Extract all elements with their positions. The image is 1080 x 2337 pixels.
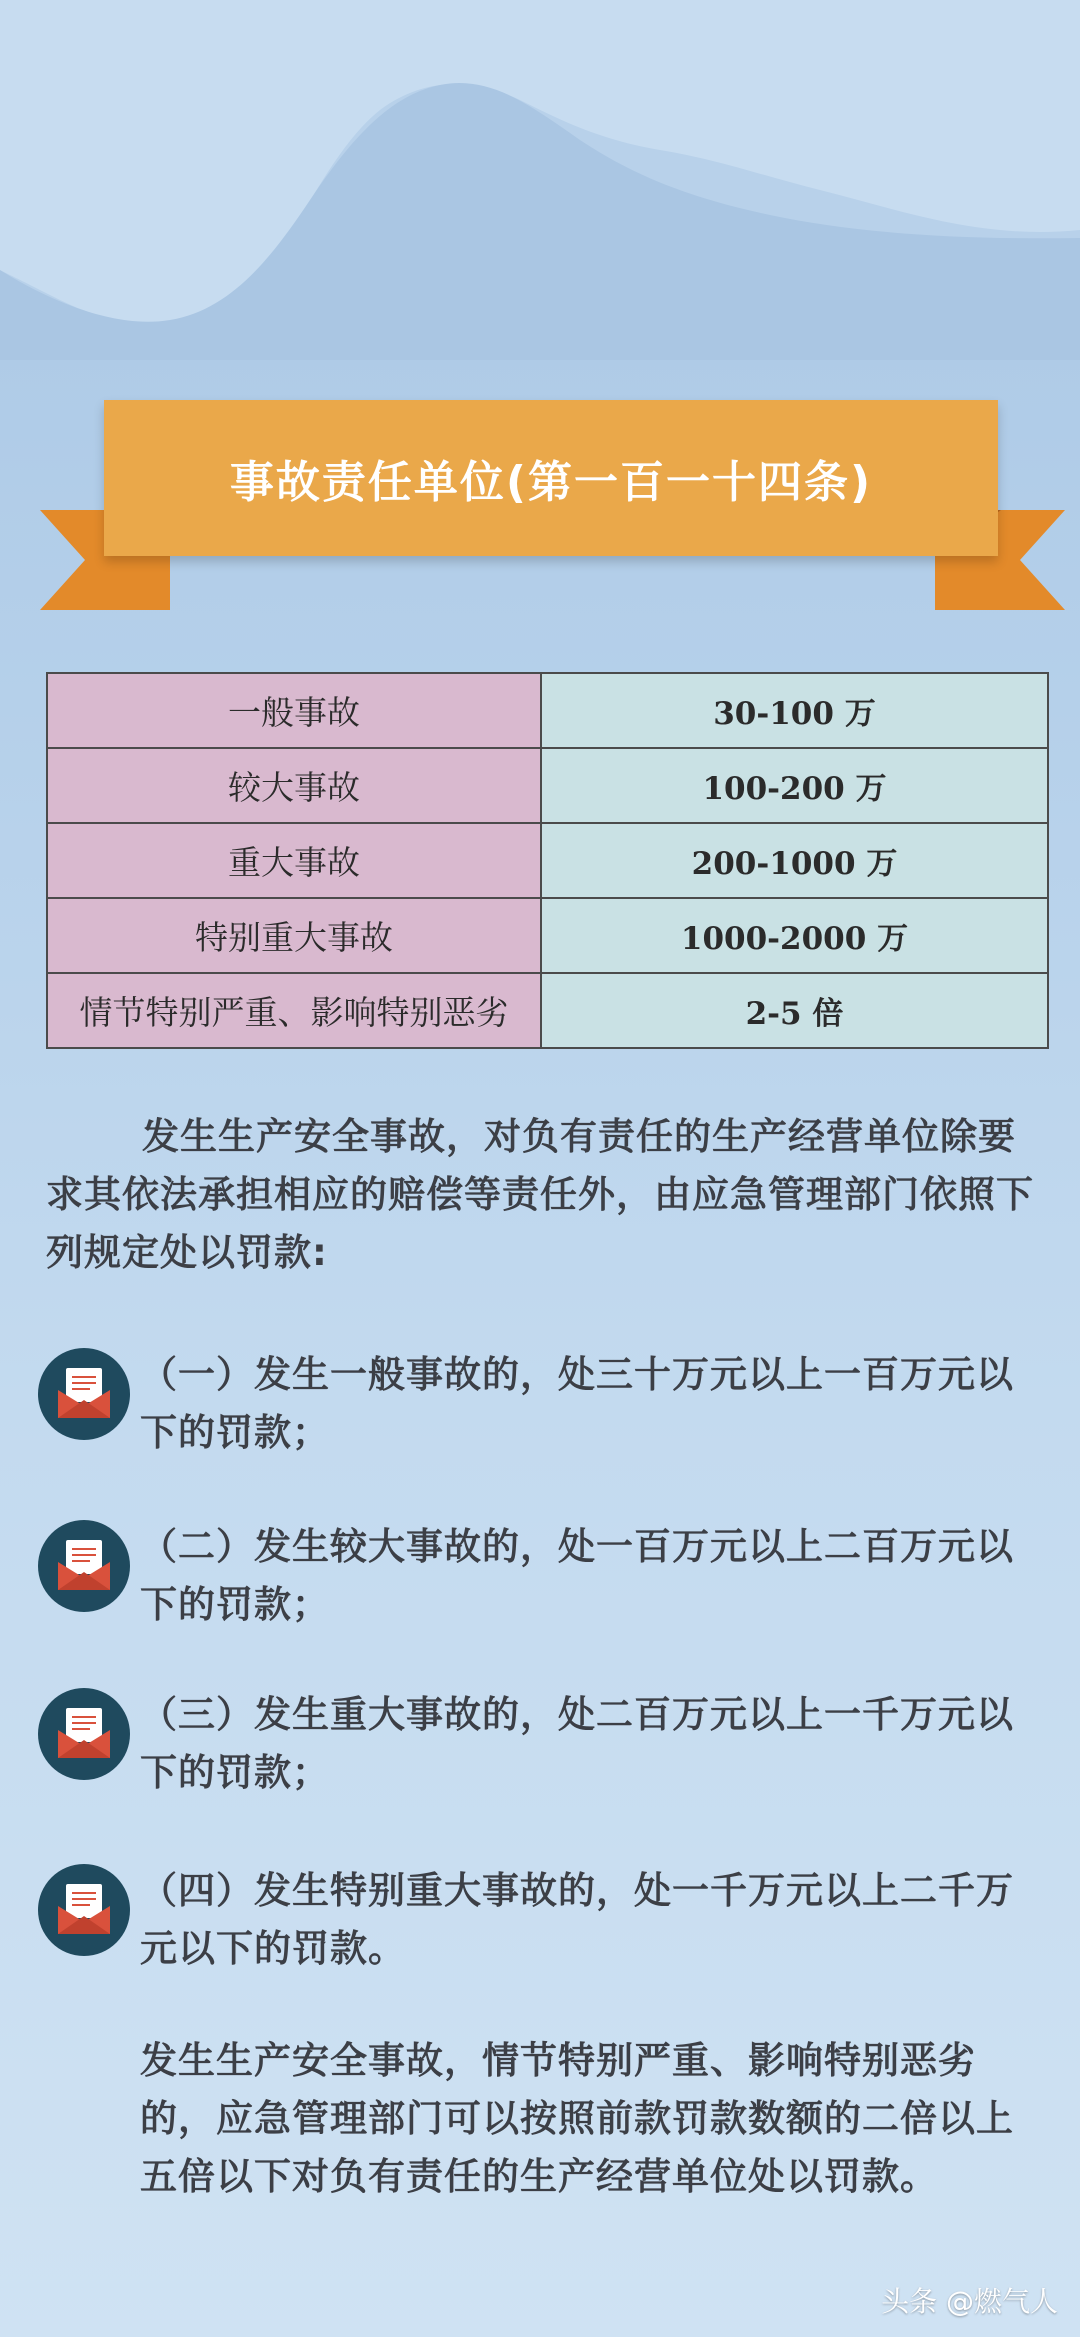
section-banner bbox=[104, 400, 998, 556]
penalty-item-text: （三）发生重大事故的，处二百万元以上一千万元以下的罚款； bbox=[140, 1693, 1014, 1794]
fine-range-cell: 1000-2000 万 bbox=[542, 899, 1047, 972]
accident-level-cell: 特别重大事故 bbox=[48, 899, 542, 972]
penalty-item-text: （四）发生特别重大事故的，处一千万元以上二千万元以下的罚款。 bbox=[140, 1869, 1014, 1970]
penalty-item bbox=[36, 1518, 1046, 1648]
envelope-icon bbox=[36, 1686, 132, 1782]
table-row bbox=[48, 674, 1047, 747]
envelope-icon bbox=[36, 1346, 132, 1442]
fine-range-cell: 30-100 万 bbox=[542, 674, 1047, 747]
table-row bbox=[48, 897, 1047, 972]
fine-range-cell: 100-200 万 bbox=[542, 749, 1047, 822]
intro-paragraph: 发生生产安全事故，对负有责任的生产经营单位除要求其依法承担相应的赔偿等责任外，由应急管理部门依照下列规定处以罚款: bbox=[46, 1115, 1034, 1274]
penalty-item-text: （二）发生较大事故的，处一百万元以上二百万元以下的罚款； bbox=[140, 1525, 1014, 1626]
table-row bbox=[48, 822, 1047, 897]
penalty-item bbox=[36, 1686, 1046, 1816]
envelope-icon bbox=[36, 1862, 132, 1958]
table-row bbox=[48, 747, 1047, 822]
accident-level-cell: 一般事故 bbox=[48, 674, 542, 747]
penalty-item bbox=[36, 1346, 1046, 1476]
banner-title: 事故责任单位(第一百一十四条) bbox=[229, 457, 873, 508]
penalty-item bbox=[36, 1862, 1046, 1992]
table-row bbox=[48, 972, 1047, 1047]
fine-range-cell: 2-5 倍 bbox=[542, 974, 1047, 1047]
penalty-table bbox=[46, 672, 1049, 1049]
accident-level-cell: 情节特别严重、影响特别恶劣 bbox=[48, 974, 542, 1047]
envelope-icon bbox=[36, 1518, 132, 1614]
penalty-item-text: （一）发生一般事故的，处三十万元以上一百万元以下的罚款； bbox=[140, 1353, 1014, 1454]
final-paragraph: 发生生产安全事故，情节特别严重、影响特别恶劣的，应急管理部门可以按照前款罚款数额的二倍以上五倍以下对负有责任的生产经营单位处以罚款。 bbox=[140, 2039, 1014, 2198]
background-wave bbox=[0, 0, 1080, 360]
accident-level-cell: 较大事故 bbox=[48, 749, 542, 822]
accident-level-cell: 重大事故 bbox=[48, 824, 542, 897]
fine-range-cell: 200-1000 万 bbox=[542, 824, 1047, 897]
watermark: 头条 @燃气人 bbox=[881, 2285, 1058, 2318]
